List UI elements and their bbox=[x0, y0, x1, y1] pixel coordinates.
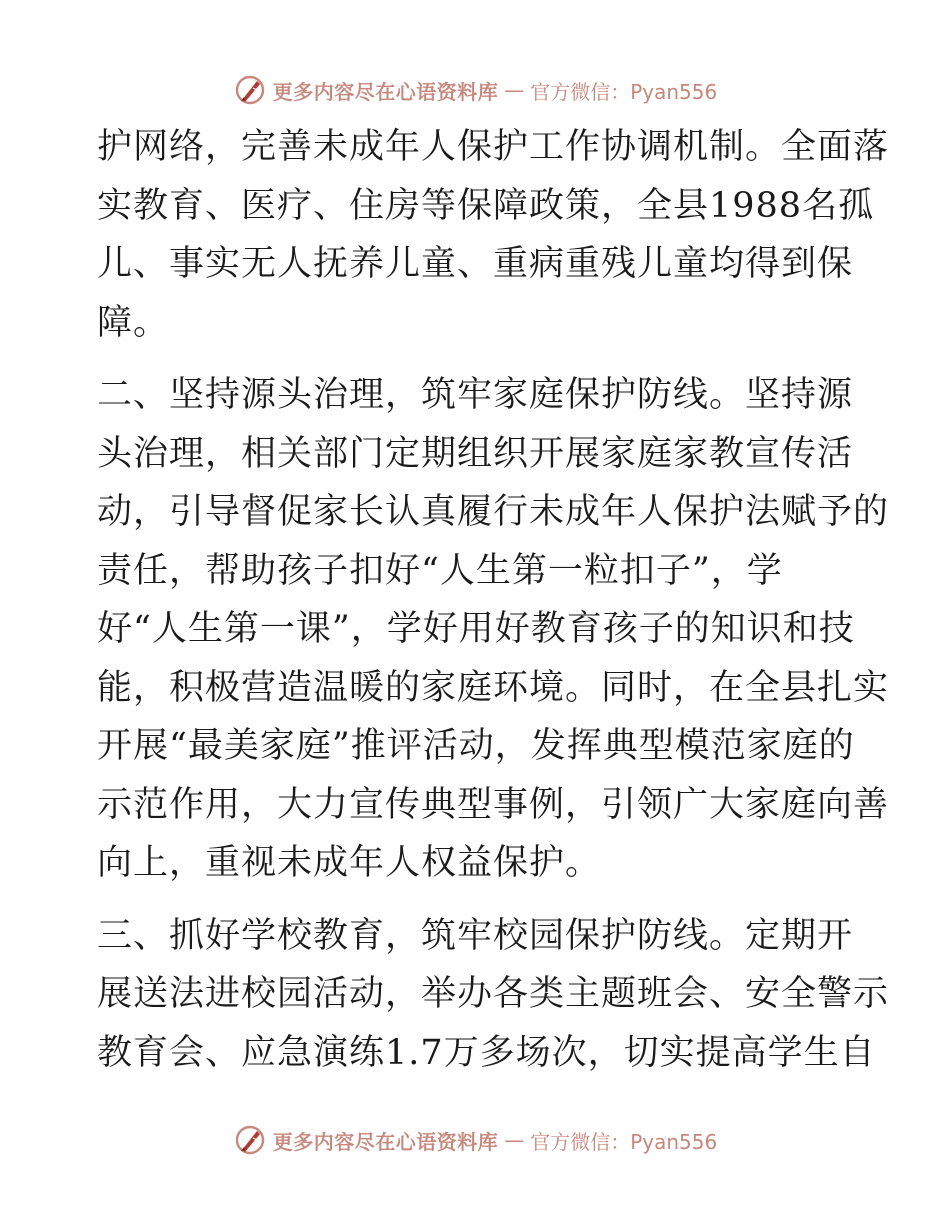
text-line: 二、坚持源头治理，筑牢家庭保护防线。坚持源 bbox=[97, 375, 854, 415]
text-line: 示范作用，大力宣传典型事例，引领广大家庭向善 bbox=[97, 784, 890, 825]
banner-wechat-text: 官方微信：Pyan556 bbox=[530, 1129, 718, 1154]
text-line: 护网络，完善未成年人保护工作协调机制。全面落 bbox=[97, 127, 890, 167]
text-line: 头治理，相关部门定期组织开展家庭家教宣传活 bbox=[97, 433, 854, 474]
text-line: 实教育、医疗、住房等保障政策，全县1988名孤 bbox=[97, 185, 875, 226]
text-line: 障。 bbox=[97, 302, 170, 343]
paragraph-spacer bbox=[97, 352, 857, 366]
text-line: 儿、事实无人抚养儿童、重病重残儿童均得到保 bbox=[97, 244, 854, 284]
text-line: 好“人生第一课”，学好用好教育孩子的知识和技 bbox=[97, 609, 855, 649]
footer-banner[interactable] bbox=[0, 1120, 950, 1160]
text-line: 展送法进校园活动，举办各类主题班会、安全警示 bbox=[97, 974, 890, 1014]
text-line: 开展“最美家庭”推评活动，发挥典型模范家庭的 bbox=[97, 726, 855, 766]
paragraph-1 bbox=[97, 118, 890, 352]
banner-brand-text: 更多内容尽在心语资料库 bbox=[272, 1129, 499, 1154]
paragraph-2 bbox=[97, 366, 890, 893]
paragraph-spacer bbox=[97, 893, 857, 907]
feather-pen-logo-icon bbox=[233, 1123, 267, 1157]
banner-wechat-text: 官方微信：Pyan556 bbox=[530, 79, 718, 104]
text-line: 向上，重视未成年人权益保护。 bbox=[97, 843, 602, 883]
document-body bbox=[97, 118, 890, 1082]
text-line: 三、抓好学校教育，筑牢校园保护防线。定期开 bbox=[97, 915, 854, 956]
text-line: 能，积极营造温暖的家庭环境。同时，在全县扎实 bbox=[97, 667, 890, 708]
text-line: 责任，帮助孩子扣好“人生第一粒扣子”，学 bbox=[97, 550, 783, 591]
feather-pen-logo-icon bbox=[233, 73, 267, 107]
banner-separator: — bbox=[504, 1128, 525, 1152]
text-line: 教育会、应急演练1.7万多场次，切实提高学生自 bbox=[97, 1032, 876, 1073]
banner-separator: — bbox=[504, 78, 525, 102]
header-banner[interactable] bbox=[0, 70, 950, 110]
text-line: 动，引导督促家长认真履行未成年人保护法赋予的 bbox=[97, 492, 890, 532]
banner-brand-text: 更多内容尽在心语资料库 bbox=[272, 79, 499, 104]
paragraph-3 bbox=[97, 907, 890, 1083]
